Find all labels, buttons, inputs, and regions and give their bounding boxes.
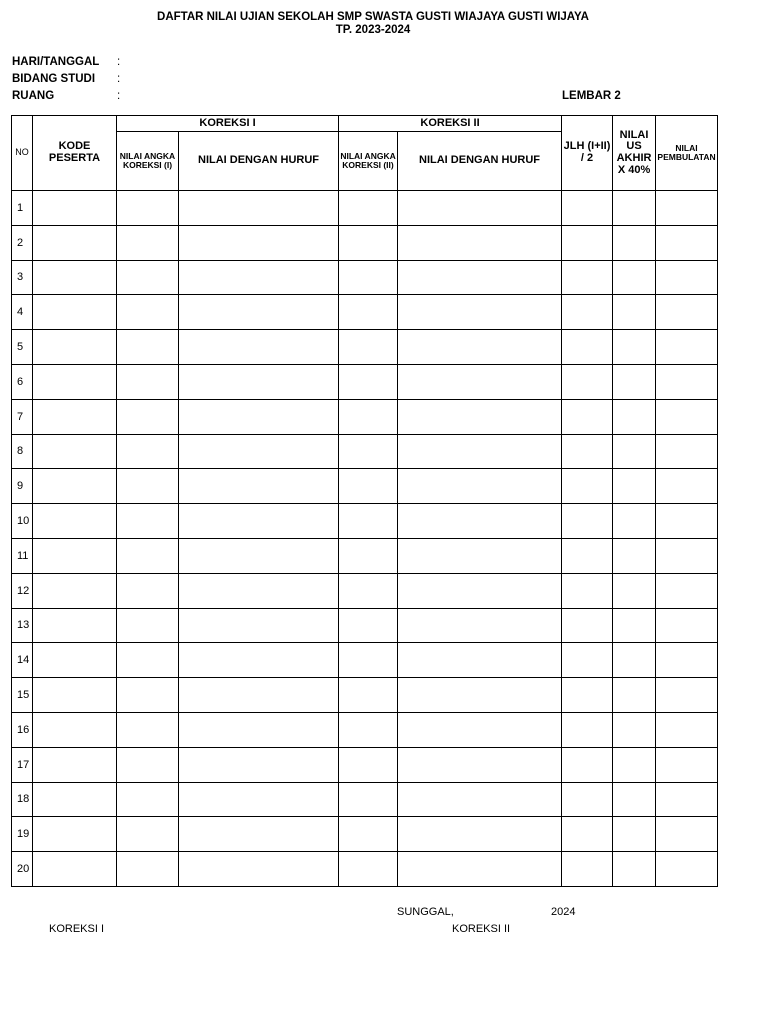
jumlah-cell xyxy=(562,608,613,643)
nilai-angka-1-cell xyxy=(117,260,179,295)
nilai-huruf-1-cell xyxy=(179,747,339,782)
nilai-angka-2-cell xyxy=(339,191,398,226)
field-colon-bidang-studi: : xyxy=(117,73,121,85)
footer-year: 2024 xyxy=(551,906,576,918)
pembulatan-cell xyxy=(656,747,718,782)
nilai-us-cell xyxy=(613,434,656,469)
jumlah-cell xyxy=(562,782,613,817)
nilai-angka-1-cell xyxy=(117,399,179,434)
nilai-angka-2-cell xyxy=(339,678,398,713)
document-title: DAFTAR NILAI UJIAN SEKOLAH SMP SWASTA GUSTI WIAJAYA GUSTI WIJAYA xyxy=(157,11,589,23)
table-row xyxy=(12,538,718,573)
nilai-huruf-2-cell xyxy=(398,538,562,573)
nilai-us-cell xyxy=(613,330,656,365)
nilai-huruf-1-cell xyxy=(179,504,339,539)
pembulatan-cell xyxy=(656,364,718,399)
pembulatan-cell xyxy=(656,678,718,713)
nilai-angka-1-cell xyxy=(117,538,179,573)
nilai-angka-1-cell xyxy=(117,817,179,852)
nilai-us-cell xyxy=(613,782,656,817)
row-number: 2 xyxy=(12,225,33,260)
footer-place: SUNGGAL, xyxy=(397,906,454,918)
nilai-angka-1-cell xyxy=(117,678,179,713)
nilai-angka-2-cell xyxy=(339,469,398,504)
kode-peserta-cell xyxy=(33,434,117,469)
field-label-hari-tanggal: HARI/TANGGAL xyxy=(12,56,100,68)
row-number: 10 xyxy=(12,504,33,539)
nilai-angka-1-cell xyxy=(117,852,179,887)
footer-koreksi-1: KOREKSI I xyxy=(49,923,105,935)
nilai-us-cell xyxy=(613,260,656,295)
nilai-huruf-1-cell xyxy=(179,608,339,643)
nilai-angka-1-cell xyxy=(117,573,179,608)
nilai-huruf-1-cell xyxy=(179,260,339,295)
nilai-huruf-2-cell xyxy=(398,852,562,887)
nilai-us-cell xyxy=(613,469,656,504)
nilai-huruf-2-cell xyxy=(398,643,562,678)
nilai-huruf-1-cell xyxy=(179,643,339,678)
table-row xyxy=(12,643,718,678)
nilai-angka-1-cell xyxy=(117,295,179,330)
nilai-angka-1-cell xyxy=(117,469,179,504)
nilai-us-cell xyxy=(613,364,656,399)
nilai-angka-1-cell xyxy=(117,747,179,782)
pembulatan-cell xyxy=(656,225,718,260)
nilai-angka-1-cell xyxy=(117,608,179,643)
pembulatan-cell xyxy=(656,504,718,539)
nilai-us-cell xyxy=(613,573,656,608)
jumlah-cell xyxy=(562,747,613,782)
header-nilai-angka-1: NILAI ANGKA KOREKSI (I) xyxy=(117,132,179,191)
row-number: 14 xyxy=(12,643,33,678)
nilai-angka-2-cell xyxy=(339,504,398,539)
table-row xyxy=(12,712,718,747)
row-number: 11 xyxy=(12,538,33,573)
kode-peserta-cell xyxy=(33,817,117,852)
document-period: TP. 2023-2024 xyxy=(335,24,411,36)
nilai-huruf-1-cell xyxy=(179,712,339,747)
kode-peserta-cell xyxy=(33,747,117,782)
kode-peserta-cell xyxy=(33,538,117,573)
nilai-huruf-1-cell xyxy=(179,817,339,852)
nilai-us-cell xyxy=(613,295,656,330)
nilai-angka-2-cell xyxy=(339,260,398,295)
nilai-huruf-2-cell xyxy=(398,608,562,643)
jumlah-cell xyxy=(562,678,613,713)
nilai-huruf-2-cell xyxy=(398,295,562,330)
nilai-huruf-1-cell xyxy=(179,678,339,713)
nilai-angka-1-cell xyxy=(117,364,179,399)
field-label-bidang-studi: BIDANG STUDI xyxy=(12,73,96,85)
jumlah-cell xyxy=(562,504,613,539)
pembulatan-cell xyxy=(656,330,718,365)
table-row xyxy=(12,191,718,226)
table-row xyxy=(12,747,718,782)
nilai-angka-1-cell xyxy=(117,782,179,817)
row-number: 12 xyxy=(12,573,33,608)
pembulatan-cell xyxy=(656,712,718,747)
table-row xyxy=(12,364,718,399)
pembulatan-cell xyxy=(656,469,718,504)
kode-peserta-cell xyxy=(33,712,117,747)
kode-peserta-cell xyxy=(33,782,117,817)
pembulatan-cell xyxy=(656,295,718,330)
nilai-angka-1-cell xyxy=(117,225,179,260)
nilai-angka-1-cell xyxy=(117,434,179,469)
pembulatan-cell xyxy=(656,608,718,643)
jumlah-cell xyxy=(562,852,613,887)
field-colon-hari-tanggal: : xyxy=(117,56,121,68)
jumlah-cell xyxy=(562,538,613,573)
kode-peserta-cell xyxy=(33,678,117,713)
table-row xyxy=(12,608,718,643)
nilai-us-cell xyxy=(613,225,656,260)
nilai-angka-2-cell xyxy=(339,747,398,782)
jumlah-cell xyxy=(562,225,613,260)
nilai-angka-1-cell xyxy=(117,712,179,747)
jumlah-cell xyxy=(562,330,613,365)
kode-peserta-cell xyxy=(33,469,117,504)
row-number: 5 xyxy=(12,330,33,365)
pembulatan-cell xyxy=(656,817,718,852)
table-row xyxy=(12,469,718,504)
nilai-angka-2-cell xyxy=(339,573,398,608)
row-number: 4 xyxy=(12,295,33,330)
kode-peserta-cell xyxy=(33,399,117,434)
pembulatan-cell xyxy=(656,782,718,817)
jumlah-cell xyxy=(562,191,613,226)
nilai-us-cell xyxy=(613,852,656,887)
pembulatan-cell xyxy=(656,260,718,295)
nilai-us-cell xyxy=(613,747,656,782)
nilai-angka-2-cell xyxy=(339,225,398,260)
kode-peserta-cell xyxy=(33,225,117,260)
nilai-huruf-2-cell xyxy=(398,782,562,817)
nilai-huruf-1-cell xyxy=(179,330,339,365)
row-number: 8 xyxy=(12,434,33,469)
pembulatan-cell xyxy=(656,399,718,434)
row-number: 9 xyxy=(12,469,33,504)
table-row xyxy=(12,399,718,434)
nilai-huruf-2-cell xyxy=(398,434,562,469)
header-nilai-huruf-1: NILAI DENGAN HURUF xyxy=(179,132,339,191)
row-number: 15 xyxy=(12,678,33,713)
pembulatan-cell xyxy=(656,573,718,608)
nilai-us-cell xyxy=(613,643,656,678)
table-row xyxy=(12,817,718,852)
nilai-huruf-2-cell xyxy=(398,678,562,713)
nilai-huruf-1-cell xyxy=(179,573,339,608)
pembulatan-cell xyxy=(656,191,718,226)
nilai-angka-2-cell xyxy=(339,538,398,573)
nilai-us-cell xyxy=(613,399,656,434)
kode-peserta-cell xyxy=(33,504,117,539)
jumlah-cell xyxy=(562,573,613,608)
table-row xyxy=(12,852,718,887)
header-kode-peserta: KODE PESERTA xyxy=(33,116,117,191)
kode-peserta-cell xyxy=(33,295,117,330)
nilai-huruf-2-cell xyxy=(398,504,562,539)
kode-peserta-cell xyxy=(33,330,117,365)
nilai-huruf-2-cell xyxy=(398,191,562,226)
nilai-angka-2-cell xyxy=(339,852,398,887)
nilai-huruf-2-cell xyxy=(398,330,562,365)
header-koreksi-2: KOREKSI II xyxy=(339,116,562,132)
kode-peserta-cell xyxy=(33,364,117,399)
nilai-angka-2-cell xyxy=(339,782,398,817)
nilai-huruf-1-cell xyxy=(179,399,339,434)
nilai-angka-2-cell xyxy=(339,330,398,365)
nilai-huruf-1-cell xyxy=(179,295,339,330)
header-nilai-huruf-2: NILAI DENGAN HURUF xyxy=(398,132,562,191)
nilai-us-cell xyxy=(613,712,656,747)
nilai-huruf-2-cell xyxy=(398,469,562,504)
nilai-us-cell xyxy=(613,191,656,226)
jumlah-cell xyxy=(562,469,613,504)
table-row xyxy=(12,260,718,295)
header-nilai-angka-2: NILAI ANGKA KOREKSI (II) xyxy=(339,132,398,191)
jumlah-cell xyxy=(562,817,613,852)
nilai-huruf-2-cell xyxy=(398,573,562,608)
nilai-angka-2-cell xyxy=(339,643,398,678)
nilai-huruf-2-cell xyxy=(398,747,562,782)
kode-peserta-cell xyxy=(33,643,117,678)
nilai-us-cell xyxy=(613,538,656,573)
pembulatan-cell xyxy=(656,643,718,678)
nilai-huruf-1-cell xyxy=(179,191,339,226)
nilai-huruf-2-cell xyxy=(398,399,562,434)
jumlah-cell xyxy=(562,643,613,678)
table-row xyxy=(12,782,718,817)
table-row xyxy=(12,225,718,260)
kode-peserta-cell xyxy=(33,852,117,887)
jumlah-cell xyxy=(562,295,613,330)
row-number: 6 xyxy=(12,364,33,399)
nilai-angka-2-cell xyxy=(339,434,398,469)
jumlah-cell xyxy=(562,399,613,434)
header-nilai-pembulatan: NILAI PEMBULATAN xyxy=(656,116,718,191)
header-no: NO xyxy=(12,116,33,191)
nilai-angka-2-cell xyxy=(339,817,398,852)
header-koreksi-1: KOREKSI I xyxy=(117,116,339,132)
pembulatan-cell xyxy=(656,434,718,469)
table-row xyxy=(12,434,718,469)
nilai-huruf-1-cell xyxy=(179,852,339,887)
nilai-huruf-2-cell xyxy=(398,817,562,852)
row-number: 20 xyxy=(12,852,33,887)
header-jumlah: JLH (I+II) / 2 xyxy=(562,116,613,191)
nilai-huruf-1-cell xyxy=(179,469,339,504)
table-row xyxy=(12,295,718,330)
nilai-us-cell xyxy=(613,504,656,539)
nilai-angka-2-cell xyxy=(339,295,398,330)
nilai-huruf-2-cell xyxy=(398,225,562,260)
nilai-huruf-2-cell xyxy=(398,364,562,399)
nilai-huruf-1-cell xyxy=(179,782,339,817)
footer-koreksi-2: KOREKSI II xyxy=(452,923,511,935)
kode-peserta-cell xyxy=(33,608,117,643)
nilai-huruf-1-cell xyxy=(179,364,339,399)
row-number: 17 xyxy=(12,747,33,782)
score-table xyxy=(11,115,718,887)
table-row xyxy=(12,573,718,608)
jumlah-cell xyxy=(562,364,613,399)
nilai-huruf-1-cell xyxy=(179,434,339,469)
header-nilai-us-akhir: NILAI US AKHIR X 40% xyxy=(613,116,656,191)
jumlah-cell xyxy=(562,434,613,469)
nilai-angka-1-cell xyxy=(117,643,179,678)
nilai-angka-1-cell xyxy=(117,191,179,226)
jumlah-cell xyxy=(562,260,613,295)
nilai-us-cell xyxy=(613,817,656,852)
row-number: 18 xyxy=(12,782,33,817)
nilai-huruf-1-cell xyxy=(179,225,339,260)
row-number: 16 xyxy=(12,712,33,747)
table-row xyxy=(12,678,718,713)
pembulatan-cell xyxy=(656,852,718,887)
nilai-angka-2-cell xyxy=(339,399,398,434)
row-number: 19 xyxy=(12,817,33,852)
row-number: 7 xyxy=(12,399,33,434)
row-number: 1 xyxy=(12,191,33,226)
nilai-us-cell xyxy=(613,678,656,713)
jumlah-cell xyxy=(562,712,613,747)
nilai-angka-2-cell xyxy=(339,608,398,643)
kode-peserta-cell xyxy=(33,573,117,608)
kode-peserta-cell xyxy=(33,191,117,226)
nilai-us-cell xyxy=(613,608,656,643)
nilai-huruf-2-cell xyxy=(398,712,562,747)
kode-peserta-cell xyxy=(33,260,117,295)
nilai-angka-1-cell xyxy=(117,330,179,365)
pembulatan-cell xyxy=(656,538,718,573)
nilai-angka-1-cell xyxy=(117,504,179,539)
table-row xyxy=(12,330,718,365)
nilai-huruf-2-cell xyxy=(398,260,562,295)
table-row xyxy=(12,504,718,539)
nilai-angka-2-cell xyxy=(339,364,398,399)
row-number: 3 xyxy=(12,260,33,295)
field-label-ruang: RUANG xyxy=(12,90,55,102)
sheet-label: LEMBAR 2 xyxy=(562,90,621,102)
row-number: 13 xyxy=(12,608,33,643)
nilai-angka-2-cell xyxy=(339,712,398,747)
field-colon-ruang: : xyxy=(117,90,121,102)
nilai-huruf-1-cell xyxy=(179,538,339,573)
